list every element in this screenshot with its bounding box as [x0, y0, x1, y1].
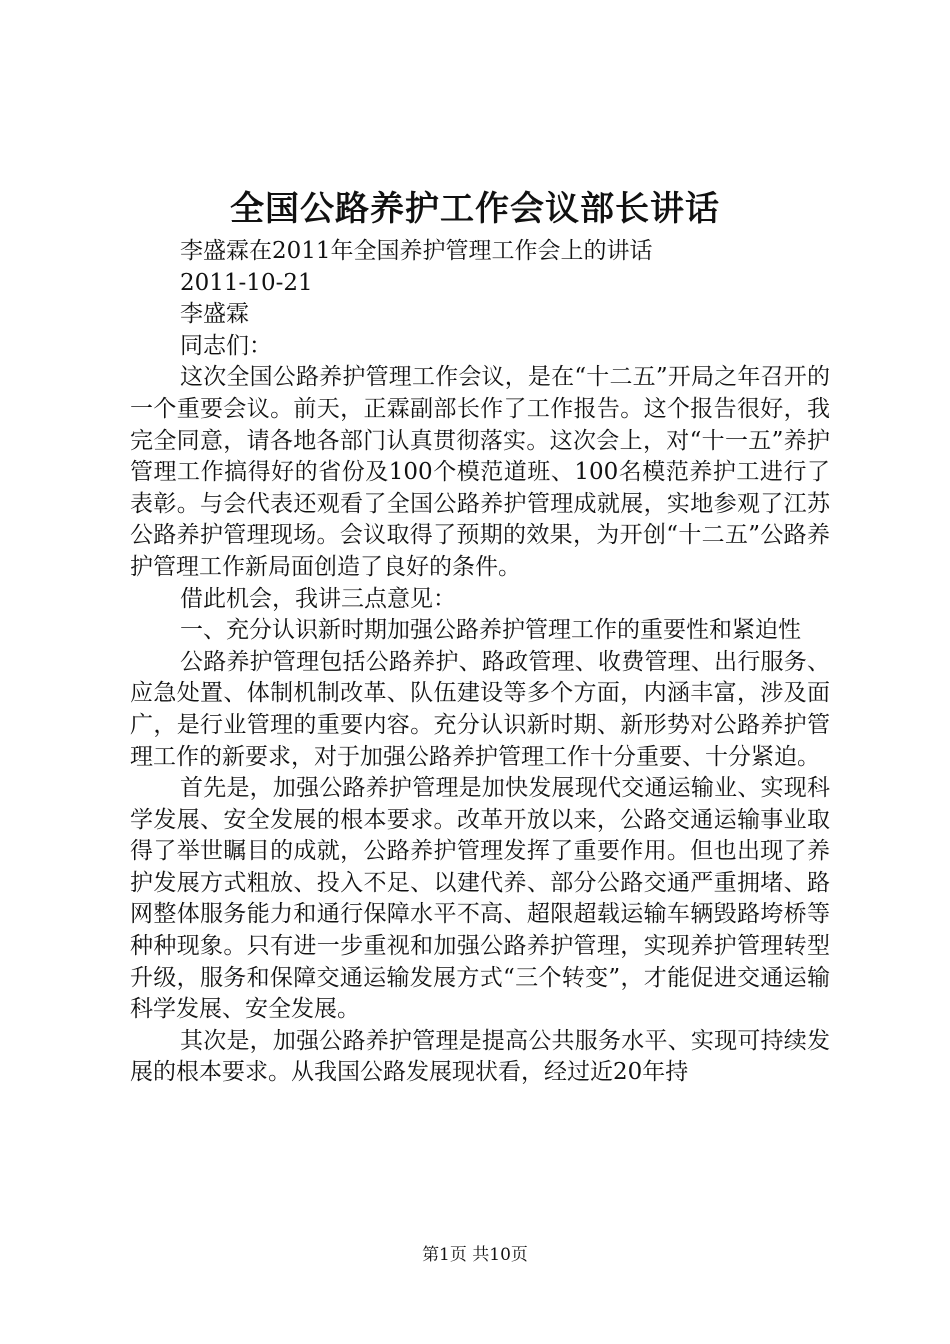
paragraph-opening: 这次全国公路养护管理工作会议，是在“十二五”开局之年召开的一个重要会议。前天，正霖副部长作了工作报告。这个报告很好，我完全同意，请各地各部门认真贯彻落实。这次会上，对“十一五”养护管理工作搞得好的省份及100个模范道班、100名模范养护工进行了表彰。与会代表还观看了全国公路养护管理成就展，实地参观了江苏公路养护管理现场。会议取得了预期的效果，为开创“十二五”公路养护管理工作新局面创造了良好的条件。 — [130, 364, 830, 580]
paragraph-intro-points: 借此机会，我讲三点意见： — [180, 585, 456, 612]
speech-date: 2011-10-21 — [180, 269, 313, 296]
speech-subtitle: 李盛霖在2011年全国养护管理工作会上的讲话 — [180, 238, 653, 264]
speech-author: 李盛霖 — [180, 301, 249, 328]
page-number-footer: 第1页 共10页 — [422, 1245, 528, 1265]
paragraph-first-point: 首先是，加强公路养护管理是加快发展现代交通运输业、实现科学发展、安全发展的根本要求。改革开放以来，公路交通运输事业取得了举世瞩目的成就，公路养护管理发挥了重要作用。但也出现了养护发展方式粗放、投入不足、以建代养、部分公路交通严重拥堵、路网整体服务能力和通行保障水平不高、超限超载运输车辆毁路垮桥等种种现象。只有进一步重视和加强公路养护管理，实现养护管理转型升级，服务和保障交通运输发展方式“三个转变”，才能促进交通运输科学发展、安全发展。 — [130, 775, 830, 1023]
paragraph-second-point: 其次是，加强公路养护管理是提高公共服务水平、实现可持续发展的根本要求。从我国公路发展现状看，经过近20年持 — [130, 1027, 830, 1086]
section-heading-one: 一、充分认识新时期加强公路养护管理工作的重要性和紧迫性 — [180, 617, 801, 644]
document-body — [130, 236, 830, 1089]
salutation: 同志们： — [180, 332, 272, 359]
document-title: 全国公路养护工作会议部长讲话 — [230, 189, 720, 229]
paragraph-scope: 公路养护管理包括公路养护、路政管理、收费管理、出行服务、应急处置、体制机制改革、队伍建设等多个方面，内涵丰富，涉及面广，是行业管理的重要内容。充分认识新时期、新形势对公路养护管理工作的新要求，对于加强公路养护管理工作十分重要、十分紧迫。 — [130, 648, 830, 770]
